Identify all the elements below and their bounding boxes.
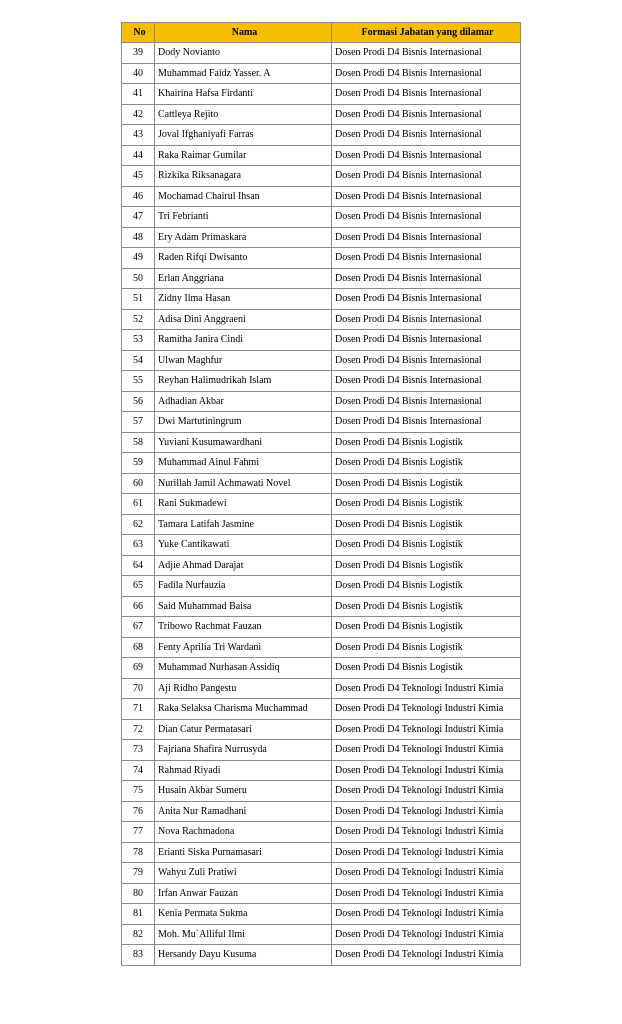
cell-formasi: Dosen Prodi D4 Teknologi Industri Kimia [332, 904, 521, 925]
cell-no: 55 [122, 371, 155, 392]
cell-no: 72 [122, 719, 155, 740]
cell-no: 56 [122, 391, 155, 412]
table-row [122, 596, 521, 617]
cell-no: 71 [122, 699, 155, 720]
cell-formasi: Dosen Prodi D4 Bisnis Logistik [332, 473, 521, 494]
cell-no: 64 [122, 555, 155, 576]
cell-no: 47 [122, 207, 155, 228]
cell-nama: Aji Ridho Pangestu [155, 678, 332, 699]
cell-no: 49 [122, 248, 155, 269]
table-body [122, 43, 521, 966]
table-row [122, 494, 521, 515]
cell-nama: Husain Akbar Sumeru [155, 781, 332, 802]
cell-nama: Khairina Hafsa Firdanti [155, 84, 332, 105]
table-row [122, 822, 521, 843]
cell-no: 80 [122, 883, 155, 904]
cell-nama: Rizkika Riksanagara [155, 166, 332, 187]
cell-no: 60 [122, 473, 155, 494]
cell-formasi: Dosen Prodi D4 Bisnis Logistik [332, 514, 521, 535]
cell-no: 59 [122, 453, 155, 474]
cell-nama: Irfan Anwar Fauzan [155, 883, 332, 904]
table-row [122, 84, 521, 105]
cell-formasi: Dosen Prodi D4 Bisnis Internasional [332, 227, 521, 248]
table-row [122, 535, 521, 556]
cell-formasi: Dosen Prodi D4 Bisnis Internasional [332, 248, 521, 269]
cell-nama: Mochamad Chairul Ihsan [155, 186, 332, 207]
cell-formasi: Dosen Prodi D4 Bisnis Internasional [332, 186, 521, 207]
cell-no: 75 [122, 781, 155, 802]
cell-no: 77 [122, 822, 155, 843]
table-row [122, 473, 521, 494]
table-row [122, 904, 521, 925]
cell-no: 40 [122, 63, 155, 84]
cell-formasi: Dosen Prodi D4 Bisnis Logistik [332, 535, 521, 556]
cell-nama: Ery Adam Primaskara [155, 227, 332, 248]
cell-nama: Wahyu Zuli Pratiwi [155, 863, 332, 884]
table-row [122, 166, 521, 187]
cell-nama: Tribowo Rachmat Fauzan [155, 617, 332, 638]
cell-no: 76 [122, 801, 155, 822]
cell-formasi: Dosen Prodi D4 Bisnis Logistik [332, 617, 521, 638]
table-header [122, 23, 521, 43]
cell-no: 48 [122, 227, 155, 248]
cell-formasi: Dosen Prodi D4 Teknologi Industri Kimia [332, 945, 521, 966]
cell-nama: Erianti Siska Purnamasari [155, 842, 332, 863]
table-row [122, 555, 521, 576]
table-row [122, 863, 521, 884]
header-nama: Nama [155, 23, 332, 43]
cell-no: 78 [122, 842, 155, 863]
table-row [122, 391, 521, 412]
cell-no: 50 [122, 268, 155, 289]
cell-formasi: Dosen Prodi D4 Bisnis Internasional [332, 43, 521, 64]
table-row [122, 186, 521, 207]
cell-nama: Hersandy Dayu Kusuma [155, 945, 332, 966]
table-row [122, 760, 521, 781]
table-row [122, 227, 521, 248]
cell-formasi: Dosen Prodi D4 Bisnis Internasional [332, 104, 521, 125]
table-row [122, 350, 521, 371]
cell-nama: Adhadian Akbar [155, 391, 332, 412]
cell-nama: Dwi Martutiningrum [155, 412, 332, 433]
cell-no: 79 [122, 863, 155, 884]
cell-no: 54 [122, 350, 155, 371]
cell-formasi: Dosen Prodi D4 Teknologi Industri Kimia [332, 863, 521, 884]
table-row [122, 412, 521, 433]
cell-no: 41 [122, 84, 155, 105]
cell-formasi: Dosen Prodi D4 Bisnis Internasional [332, 84, 521, 105]
table-row [122, 617, 521, 638]
cell-no: 63 [122, 535, 155, 556]
cell-formasi: Dosen Prodi D4 Bisnis Internasional [332, 125, 521, 146]
cell-formasi: Dosen Prodi D4 Teknologi Industri Kimia [332, 740, 521, 761]
table-row [122, 330, 521, 351]
cell-no: 58 [122, 432, 155, 453]
cell-nama: Cattleya Rejito [155, 104, 332, 125]
cell-nama: Said Muhammad Baisa [155, 596, 332, 617]
cell-nama: Anita Nur Ramadhani [155, 801, 332, 822]
table-row [122, 432, 521, 453]
table-row [122, 740, 521, 761]
cell-nama: Nurillah Jamil Achmawati Novel [155, 473, 332, 494]
cell-no: 39 [122, 43, 155, 64]
table-row [122, 842, 521, 863]
cell-formasi: Dosen Prodi D4 Bisnis Internasional [332, 268, 521, 289]
cell-formasi: Dosen Prodi D4 Bisnis Logistik [332, 637, 521, 658]
cell-formasi: Dosen Prodi D4 Bisnis Internasional [332, 330, 521, 351]
cell-formasi: Dosen Prodi D4 Bisnis Internasional [332, 391, 521, 412]
cell-formasi: Dosen Prodi D4 Teknologi Industri Kimia [332, 719, 521, 740]
cell-nama: Ulwan Maghfur [155, 350, 332, 371]
cell-formasi: Dosen Prodi D4 Bisnis Internasional [332, 145, 521, 166]
cell-no: 67 [122, 617, 155, 638]
cell-nama: Tri Febrianti [155, 207, 332, 228]
table-row [122, 145, 521, 166]
cell-no: 51 [122, 289, 155, 310]
applicant-table [121, 22, 521, 966]
table-row [122, 945, 521, 966]
header-no: No [122, 23, 155, 43]
header-formasi: Formasi Jabatan yang dilamar [332, 23, 521, 43]
cell-formasi: Dosen Prodi D4 Bisnis Logistik [332, 576, 521, 597]
cell-no: 82 [122, 924, 155, 945]
table-row [122, 248, 521, 269]
cell-no: 70 [122, 678, 155, 699]
table-row [122, 883, 521, 904]
cell-no: 62 [122, 514, 155, 535]
cell-nama: Muhammad Faidz Yasser. A [155, 63, 332, 84]
cell-nama: Moh. Mu`Alliful Ilmi [155, 924, 332, 945]
cell-no: 57 [122, 412, 155, 433]
cell-nama: Muhammad Ainul Fahmi [155, 453, 332, 474]
table-row [122, 453, 521, 474]
table-row [122, 43, 521, 64]
cell-nama: Rahmad Riyadi [155, 760, 332, 781]
cell-formasi: Dosen Prodi D4 Bisnis Logistik [332, 658, 521, 679]
cell-no: 52 [122, 309, 155, 330]
cell-no: 68 [122, 637, 155, 658]
cell-formasi: Dosen Prodi D4 Bisnis Internasional [332, 309, 521, 330]
table-row [122, 699, 521, 720]
table-row [122, 924, 521, 945]
cell-formasi: Dosen Prodi D4 Bisnis Logistik [332, 555, 521, 576]
cell-formasi: Dosen Prodi D4 Bisnis Internasional [332, 289, 521, 310]
cell-no: 81 [122, 904, 155, 925]
table-row [122, 63, 521, 84]
table-row [122, 637, 521, 658]
cell-nama: Ramitha Janira Cindi [155, 330, 332, 351]
cell-formasi: Dosen Prodi D4 Teknologi Industri Kimia [332, 678, 521, 699]
table-row [122, 658, 521, 679]
cell-no: 43 [122, 125, 155, 146]
cell-formasi: Dosen Prodi D4 Bisnis Logistik [332, 453, 521, 474]
cell-nama: Muhammad Nurhasan Assidiq [155, 658, 332, 679]
cell-nama: Tamara Latifah Jasmine [155, 514, 332, 535]
table-row [122, 576, 521, 597]
cell-formasi: Dosen Prodi D4 Teknologi Industri Kimia [332, 801, 521, 822]
cell-nama: Dian Catur Permatasari [155, 719, 332, 740]
table-row [122, 801, 521, 822]
header-row [122, 23, 521, 43]
cell-nama: Fenty Aprilia Tri Wardani [155, 637, 332, 658]
table-row [122, 514, 521, 535]
cell-no: 45 [122, 166, 155, 187]
table-row [122, 309, 521, 330]
cell-nama: Kenia Permata Sukma [155, 904, 332, 925]
cell-no: 53 [122, 330, 155, 351]
cell-no: 74 [122, 760, 155, 781]
cell-formasi: Dosen Prodi D4 Bisnis Internasional [332, 371, 521, 392]
cell-formasi: Dosen Prodi D4 Bisnis Internasional [332, 350, 521, 371]
cell-nama: Joval Ifghaniyafi Farras [155, 125, 332, 146]
cell-formasi: Dosen Prodi D4 Bisnis Internasional [332, 207, 521, 228]
cell-nama: Raden Rifqi Dwisanto [155, 248, 332, 269]
cell-nama: Yuviani Kusumawardhani [155, 432, 332, 453]
cell-nama: Raka Raimar Gumilar [155, 145, 332, 166]
cell-nama: Yuke Cantikawati [155, 535, 332, 556]
cell-nama: Fajriana Shafira Nurrusyda [155, 740, 332, 761]
table-row [122, 207, 521, 228]
cell-formasi: Dosen Prodi D4 Bisnis Internasional [332, 166, 521, 187]
cell-nama: Raka Selaksa Charisma Muchammad [155, 699, 332, 720]
cell-nama: Nova Rachmadona [155, 822, 332, 843]
cell-nama: Rani Sukmadewi [155, 494, 332, 515]
cell-nama: Erlan Anggriana [155, 268, 332, 289]
cell-no: 65 [122, 576, 155, 597]
cell-formasi: Dosen Prodi D4 Bisnis Logistik [332, 432, 521, 453]
table-row [122, 678, 521, 699]
cell-no: 46 [122, 186, 155, 207]
cell-no: 66 [122, 596, 155, 617]
cell-formasi: Dosen Prodi D4 Bisnis Internasional [332, 63, 521, 84]
cell-nama: Fadila Nurfauzia [155, 576, 332, 597]
cell-nama: Dody Novianto [155, 43, 332, 64]
table-row [122, 719, 521, 740]
cell-formasi: Dosen Prodi D4 Teknologi Industri Kimia [332, 822, 521, 843]
cell-no: 44 [122, 145, 155, 166]
table-row [122, 268, 521, 289]
cell-formasi: Dosen Prodi D4 Teknologi Industri Kimia [332, 883, 521, 904]
table-row [122, 371, 521, 392]
cell-formasi: Dosen Prodi D4 Teknologi Industri Kimia [332, 842, 521, 863]
cell-formasi: Dosen Prodi D4 Teknologi Industri Kimia [332, 760, 521, 781]
cell-nama: Adjie Ahmad Darajat [155, 555, 332, 576]
cell-no: 73 [122, 740, 155, 761]
table-row [122, 781, 521, 802]
cell-formasi: Dosen Prodi D4 Bisnis Logistik [332, 596, 521, 617]
table-row [122, 104, 521, 125]
cell-nama: Zidny Ilma Hasan [155, 289, 332, 310]
cell-no: 69 [122, 658, 155, 679]
cell-nama: Reyhan Halimudrikah Islam [155, 371, 332, 392]
cell-no: 83 [122, 945, 155, 966]
table-row [122, 125, 521, 146]
cell-nama: Adisa Dini Anggraeni [155, 309, 332, 330]
cell-formasi: Dosen Prodi D4 Bisnis Logistik [332, 494, 521, 515]
cell-formasi: Dosen Prodi D4 Teknologi Industri Kimia [332, 781, 521, 802]
cell-formasi: Dosen Prodi D4 Teknologi Industri Kimia [332, 699, 521, 720]
cell-formasi: Dosen Prodi D4 Bisnis Internasional [332, 412, 521, 433]
cell-formasi: Dosen Prodi D4 Teknologi Industri Kimia [332, 924, 521, 945]
cell-no: 42 [122, 104, 155, 125]
table-row [122, 289, 521, 310]
cell-no: 61 [122, 494, 155, 515]
